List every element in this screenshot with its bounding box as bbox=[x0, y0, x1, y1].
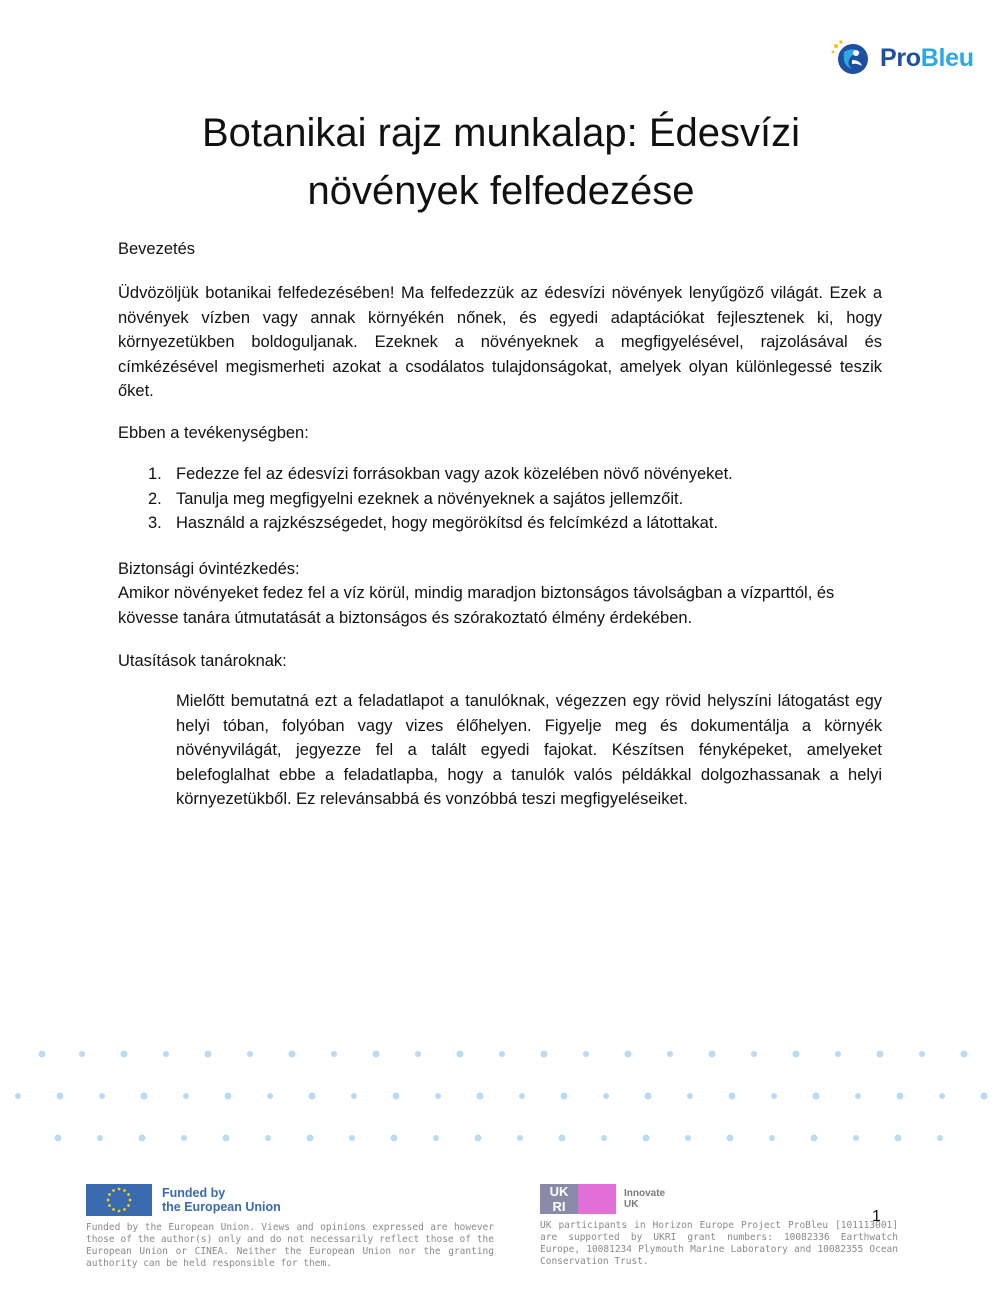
eu-funded-label: Funded by the European Union bbox=[162, 1186, 281, 1214]
teacher-instructions: Mielőtt bemutatná ezt a feladatlapot a tanulóknak, végezzen egy rövid helyszíni látogatást egy helyi tóban, folyóban vagy vizes élőhelyen. Figyelje meg és dokumentálja a környék növényvilágát, jegyezze fel a talált egyedi fajokat. Készítsen fényképeket, amelyeket belefoglalhat ebbe a feladatlapba, hogy a tanulók valós példákkal dolgozhassanak a helyi környezetükből. Ez relevánsabbá és vonzóbbá teszi megfigyeléseiket. bbox=[176, 692, 882, 808]
probleu-swirl-icon bbox=[830, 38, 876, 78]
safety-text: Amikor növényeket fedez fel a víz körül, mindig maradjon biztonságos távolságban a vízparttól, és kövesse tanára útmutatását a biztonságos és szórakoztató élmény érdekében. bbox=[118, 584, 835, 627]
decorative-dot-pattern bbox=[0, 1040, 1000, 1150]
list-item: 2. Tanulja meg megfigyelni ezeknek a növényeknek a sajátos jellemzőit. bbox=[148, 489, 684, 508]
probleu-wordmark: ProBleu bbox=[880, 43, 974, 72]
eu-disclaimer: Funded by the European Union. Views and opinions expressed are however those of the author(s) only and do not necessarily reflect those of the European Union or CINEA. Neither the European Union nor the granting authority can be held responsible for them. bbox=[86, 1222, 494, 1269]
activity-list bbox=[118, 462, 882, 536]
innovate-uk-label: Innovate UK bbox=[624, 1188, 666, 1210]
page-title bbox=[120, 104, 882, 220]
eu-flag-icon bbox=[86, 1184, 152, 1216]
page-number: 1 bbox=[872, 1208, 881, 1225]
list-item: 1. Fedezze fel az édesvízi forrásokban vagy azok közelében növő növényeket. bbox=[148, 465, 733, 483]
list-item: 3. Használd a rajzkészségedet, hogy megörökítsd és felcímkézd a látottakat. bbox=[148, 514, 719, 532]
uk-disclaimer: UK participants in Horizon Europe Project ProBleu [101113001] are supported by UKRI grant numbers: 10082336 Earthwatch Europe, 10081234 Plymouth Marine Laboratory and 10082355 Ocean Conservation Trust. bbox=[540, 1220, 898, 1267]
safety-heading: Biztonsági óvintézkedés: bbox=[118, 560, 300, 578]
probleu-logo bbox=[830, 38, 974, 78]
intro-paragraph: Üdvözöljük botanikai felfedezésében! Ma felfedezzük az édesvízi növények lenyűgöző világát. Ezek a növények vízben vagy annak környékén nőnek, és egyedi adaptációkat fejlesztenek ki, hogy környezetükben boldoguljanak. Ezeknek a növényeknek a megfigyelésével, rajzolásával és címkézésével megismerheti azokat a csodálatos tulajdonságokat, amelyek olyan különlegessé teszik őket. bbox=[118, 284, 882, 400]
teacher-heading: Utasítások tanároknak: bbox=[118, 652, 287, 670]
intro-heading: Bevezetés bbox=[118, 240, 196, 258]
eu-funding-notice bbox=[86, 1184, 494, 1270]
activity-heading: Ebben a tevékenységben: bbox=[118, 424, 309, 442]
title-line-1: Botanikai rajz munkalap: Édesvízi bbox=[201, 111, 801, 155]
ukri-logo: UK RI bbox=[540, 1184, 616, 1214]
ukri-funding-notice bbox=[540, 1184, 898, 1268]
title-line-2: növények felfedezése bbox=[307, 169, 695, 213]
